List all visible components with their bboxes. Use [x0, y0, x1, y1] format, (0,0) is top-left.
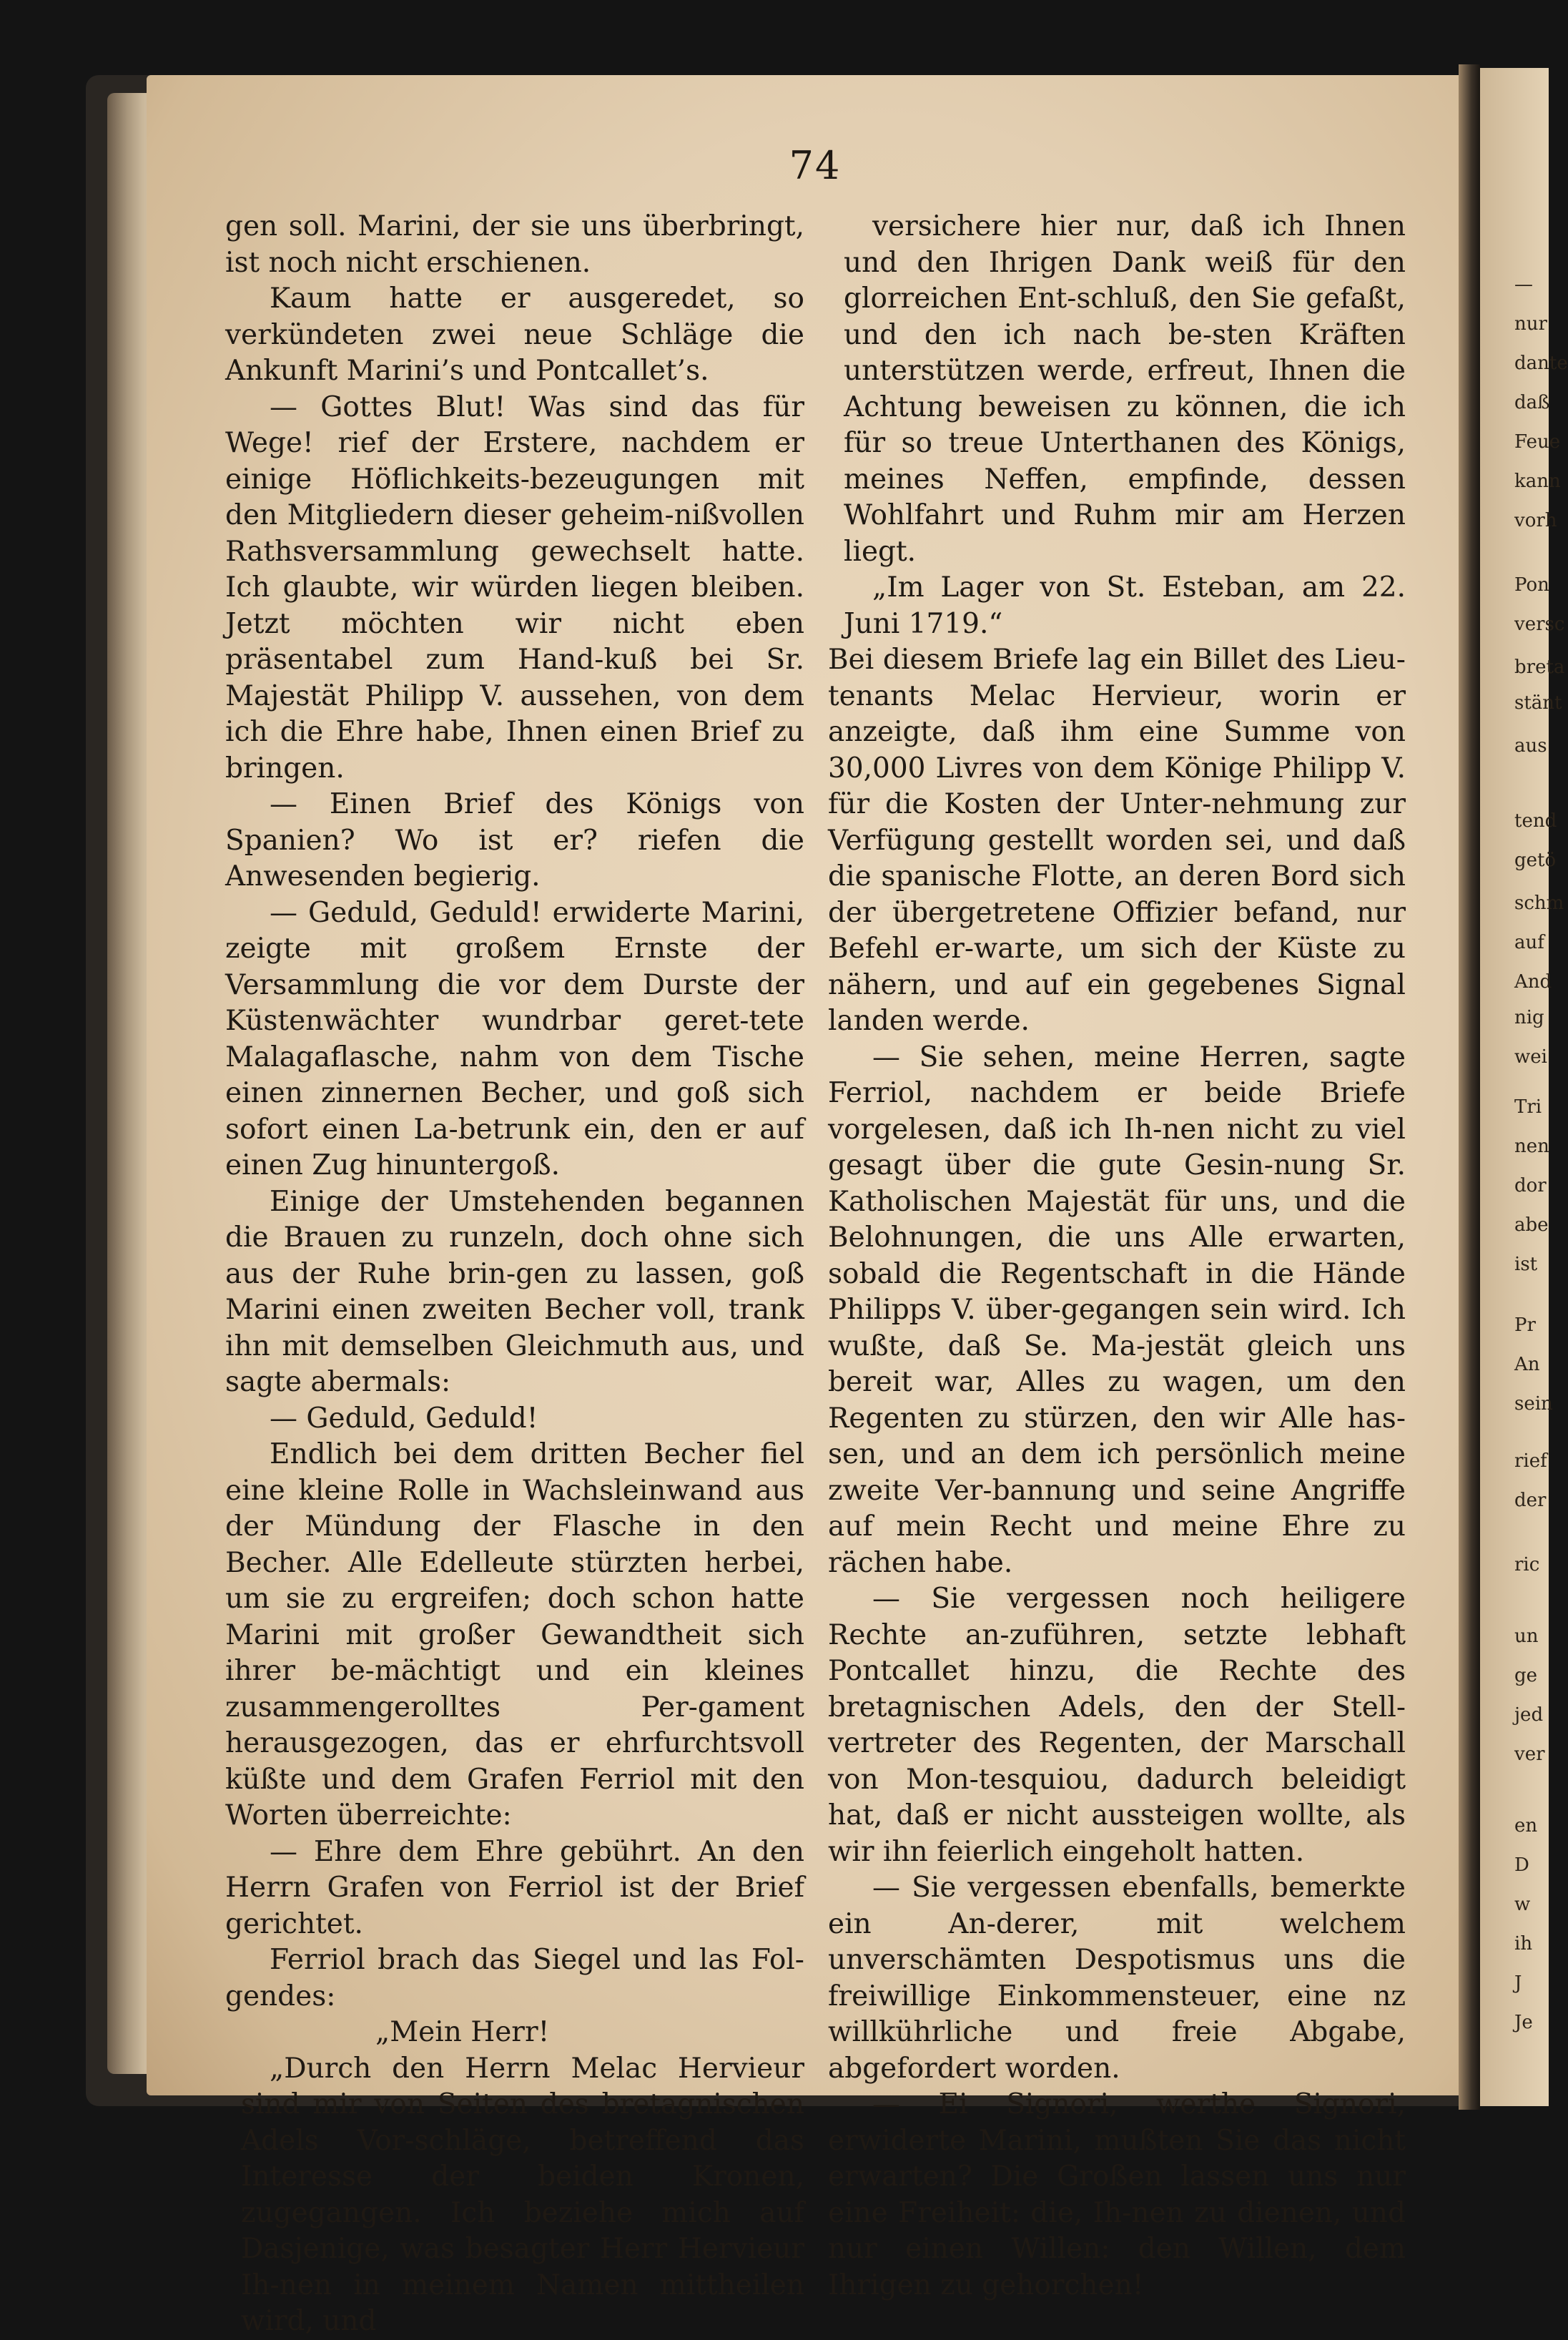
facing-page-word: abe	[1514, 1214, 1549, 1236]
paragraph: — Sie vergessen noch heiligere Rechte an-zuführen, setzte lebhaft Pontcallet hinzu, die Rechte des bretagnischen Adels, den der Stell-vertreter des Regenten, der Marschall von Mon-tesquiou, dadurch beleidigt hat, daß er nicht aussteigen wollte, als wir ihn feierlich eingeholt hatten.	[828, 1583, 1406, 1868]
paragraph: — Einen Brief des Königs von Spanien? Wo ist er? riefen die Anwesenden begierig.	[225, 788, 804, 893]
paragraph: „Mein Herr!	[375, 2016, 550, 2048]
paragraph: „Durch den Herrn Melac Hervieur sind mir von Seiten des bretagnischen Adels Vor-schläge, betreffend das Interesse der beiden Kronen, zugegangen. Ich beziehe mich auf Dasjenige, was besagter Herr Hervieur Ih-nen in meinem Namen mittheilen wird, und	[241, 2052, 804, 2337]
paragraph: — Geduld, Geduld! erwiderte Marini, zeigte mit großem Ernste der Versammlung die vor dem Durste der Küstenwächter wundrbar geret-tete Malagaflasche, nahm von dem Tische einen zinnernen Becher, und goß sich sofort einen La-betrunk ein, den er auf einen Zug hinuntergoß.	[225, 896, 804, 1181]
facing-page-word: dor	[1514, 1175, 1547, 1196]
facing-page-word: ric	[1514, 1554, 1540, 1575]
facing-page-word: J	[1514, 1972, 1522, 1994]
facing-page-word: nig	[1514, 1007, 1544, 1028]
facing-page-word: ver	[1514, 1744, 1545, 1765]
paragraph: Bei diesem Briefe lag ein Billet des Lieu-tenants Melac Hervieur, worin er anzeigte, daß ihm eine Summe von 30,000 Livres von dem Könige Philipp V. für die Kosten der Unter-nehmung zur Verfügung gestellt worden sei, und daß die spanische Flotte, an deren Bord sich der übergetretene Offizier befand, nur Befehl er-warte, um sich der Küste zu nähern, und auf ein gegebenes Signal landen werde.	[828, 644, 1406, 1037]
facing-page-word: And	[1514, 971, 1552, 993]
paragraph: Kaum hatte er ausgeredet, so verkündeten zwei neue Schläge die Ankunft Marini’s und Pontcallet’s.	[225, 282, 804, 387]
facing-page-word: un	[1514, 1626, 1539, 1647]
facing-page-word: vorh	[1514, 510, 1557, 531]
facing-page-word: stänt	[1514, 692, 1562, 714]
facing-page-word: ist	[1514, 1254, 1538, 1275]
facing-page-word: w	[1514, 1894, 1531, 1915]
facing-page-word: daß	[1514, 392, 1550, 413]
facing-page-word: Je	[1514, 2012, 1533, 2033]
facing-page-word: en	[1514, 1815, 1538, 1837]
paragraph: Ferriol brach das Siegel und las Fol-gendes:	[225, 1944, 804, 2012]
facing-page-word: ge	[1514, 1665, 1538, 1686]
paragraph: gen soll. Marini, der sie uns überbringt, ist noch nicht erschienen.	[225, 210, 804, 279]
facing-page-fragment	[1480, 68, 1568, 2106]
facing-page-word: Pr	[1514, 1314, 1536, 1336]
facing-page-word: Feue	[1514, 431, 1561, 453]
paragraph: Einige der Umstehenden begannen die Brauen zu runzeln, doch ohne sich aus der Ruhe brin-gen zu lassen, goß Marini einen zweiten Becher voll, trank ihn mit demselben Gleichmuth aus, und sagte abermals:	[225, 1185, 804, 1398]
paragraph: „Im Lager von St. Esteban, am 22. Juni 1719.“	[844, 571, 1406, 640]
facing-page-word: kann	[1514, 471, 1561, 492]
facing-page-word: getö	[1514, 850, 1557, 871]
facing-page-word: auf	[1514, 932, 1544, 953]
facing-page-word: jed	[1514, 1704, 1544, 1726]
paragraph: — Geduld, Geduld!	[270, 1402, 538, 1435]
facing-page-word: schm	[1514, 893, 1564, 914]
facing-page-word: tend	[1514, 810, 1557, 832]
page-number: 74	[789, 143, 842, 188]
facing-page-word: der	[1514, 1490, 1547, 1511]
paragraph: — Sie sehen, meine Herren, sagte Ferriol, nachdem er beide Briefe vorgelesen, daß ich Ih-nen nicht zu viel gesagt über die gute Gesin-nung Sr. Katholischen Majestät für uns, und die Belohnungen, die uns Alle erwarten, sobald die Regentschaft in die Hände Philipps V. über-gegangen sein wird. Ich wußte, daß Se. Ma-jestät gleich uns bereit war, Alles zu wagen, um den Regenten zu stürzen, den wir Alle has-sen, und an dem ich persönlich meine zweite Ver-bannung und seine Angriffe auf mein Recht und meine Ehre zu rächen habe.	[828, 1041, 1406, 1579]
facing-page-word: versc	[1514, 614, 1565, 635]
paragraph: Endlich bei dem dritten Becher fiel eine kleine Rolle in Wachsleinwand aus der Mündung der Flasche in den Becher. Alle Edelleute stürzten herbei, um sie zu ergreifen; doch schon hatte Marini mit großer Gewandtheit sich ihrer be-mächtigt und ein kleines zusammengerolltes Per-gament herausgezogen, das er ehrfurchtsvoll küßte und dem Grafen Ferriol mit den Worten überreichte:	[225, 1438, 804, 1832]
text-column-right	[828, 209, 1406, 2304]
facing-page-word: wei	[1514, 1046, 1547, 1068]
facing-page-word: An	[1514, 1354, 1540, 1375]
facing-page-word: Pon	[1514, 574, 1549, 596]
facing-page-word: D	[1514, 1854, 1529, 1876]
facing-page-word: ih	[1514, 1933, 1533, 1955]
paragraph: — Sie vergessen ebenfalls, bemerkte ein An-derer, mit welchem unverschämten Despotismus uns die freiwillige Einkommensteuer, eine nz willkührliche und freie Abgabe, abgefordert worden.	[828, 1872, 1406, 2085]
facing-page-word: —	[1514, 274, 1533, 295]
facing-page-word: nur	[1514, 313, 1547, 335]
text-column-left	[225, 209, 804, 2340]
facing-page-word: nen	[1514, 1136, 1549, 1157]
facing-page-word: sein	[1514, 1393, 1553, 1415]
paragraph: — Ehre dem Ehre gebührt. An den Herrn Grafen von Ferriol ist der Brief gerichtet.	[225, 1835, 804, 1940]
facing-page-word: breta	[1514, 657, 1565, 678]
facing-page-word: rief	[1514, 1450, 1547, 1472]
paragraph: — Ei Signori, werthe Signori, erwiderte Marini, mußten Sie das nicht erwarten? Die Großen lassen uns nur eine Freiheit: die, Ih-nen zu dienen, und nur einen Willen: den Willen, dem Ihrigen zu gehorchen!	[828, 2088, 1406, 2301]
book-gutter	[1459, 64, 1480, 2110]
facing-page-word: Tri	[1514, 1096, 1542, 1118]
paragraph: versichere hier nur, daß ich Ihnen und den Ihrigen Dank weiß für den glorreichen Ent-schluß, den Sie gefaßt, und den ich nach be-sten Kräften unterstützen werde, erfreut, Ihnen die Achtung beweisen zu können, die ich für so treue Unterthanen des Königs, meines Neffen, empfinde, dessen Wohlfahrt und Ruhm mir am Herzen liegt.	[844, 210, 1406, 568]
paragraph: — Gottes Blut! Was sind das für Wege! rief der Erstere, nachdem er einige Höflichkeits-bezeugungen mit den Mitgliedern dieser geheim-nißvollen Rathsversammlung gewechselt hatte. Ich glaubte, wir würden liegen bleiben. Jetzt möchten wir nicht eben präsentabel zum Hand-kuß bei Sr. Majestät Philipp V. aussehen, von dem ich die Ehre habe, Ihnen einen Brief zu bringen.	[225, 390, 804, 785]
facing-page-word: dante	[1514, 353, 1568, 374]
facing-page-word: aus	[1514, 735, 1547, 757]
